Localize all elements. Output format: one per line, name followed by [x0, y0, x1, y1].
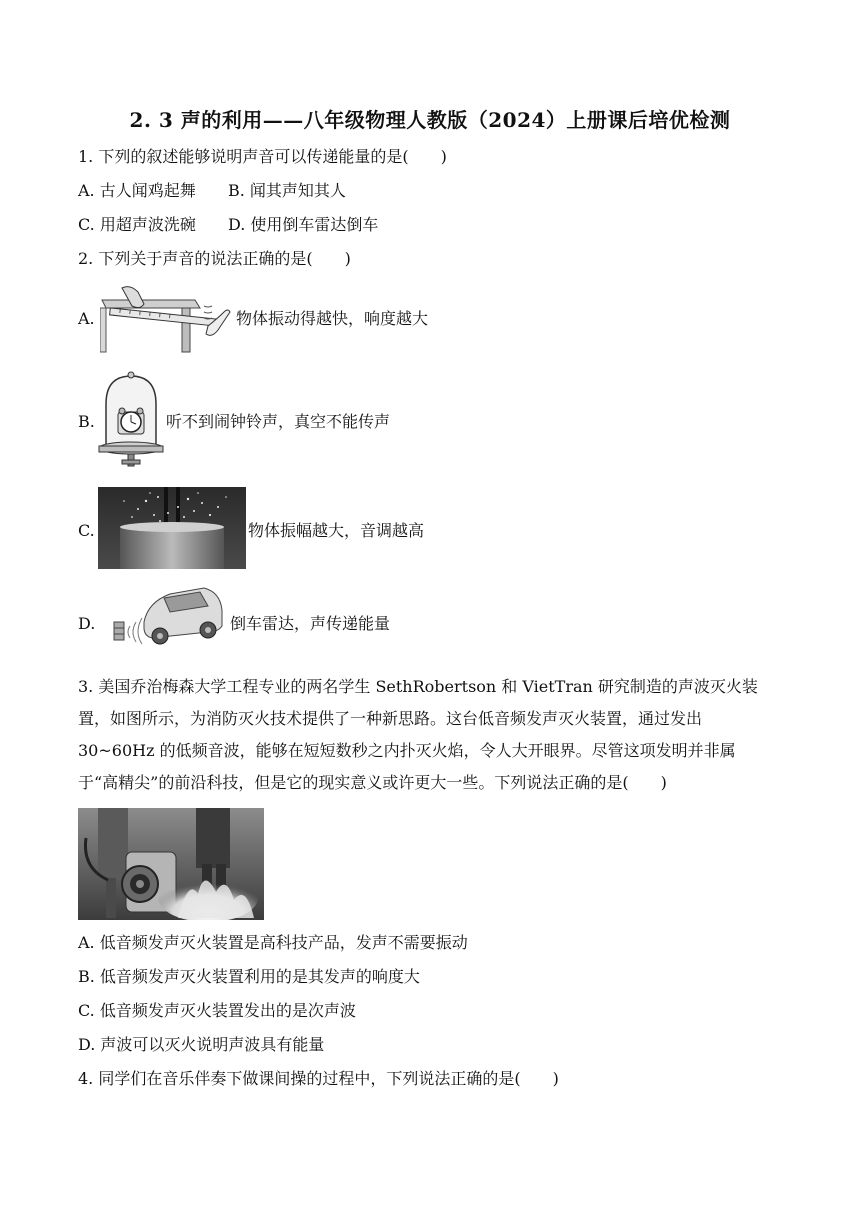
question-2-option-b-label: B.: [78, 412, 95, 431]
question-3-stem-line: 3. 美国乔治梅森大学工程专业的两名学生 SethRobertson 和 VietTran 研究制造的声波灭火装: [78, 677, 758, 696]
question-2-option-d-label: D.: [78, 614, 96, 633]
question-1-option-c: C. 用超声波洗碗: [78, 215, 196, 234]
question-2-option-d-text: 倒车雷达，声传递能量: [230, 614, 391, 633]
question-1-option-d: D. 使用倒车雷达倒车: [228, 215, 379, 234]
page-title: 2. 3 声的利用——八年级物理人教版（2024）上册课后培优检测: [129, 108, 731, 132]
question-3-stem-line: 30~60Hz 的低频音波，能够在短短数秒之内扑灭火焰，令人大开眼界。尽管这项发明并非属: [78, 741, 736, 760]
question-2-option-c-label: C.: [78, 521, 95, 540]
ruler-on-table-image: [100, 282, 232, 354]
sound-fire-extinguisher-photo: [78, 808, 264, 920]
question-1-stem: 1. 下列的叙述能够说明声音可以传递能量的是( ): [78, 147, 447, 166]
question-3-option-b: B. 低音频发声灭火装置利用的是其发声的响度大: [78, 967, 420, 986]
bell-jar-alarm-clock-image: [98, 370, 164, 470]
question-3-option-d: D. 声波可以灭火说明声波具有能量: [78, 1035, 325, 1054]
question-2-option-a-text: 物体振动得越快，响度越大: [236, 309, 429, 328]
question-1-option-b: B. 闻其声知其人: [228, 181, 346, 200]
question-1-option-a: A. 古人闻鸡起舞: [78, 181, 196, 200]
car-reversing-radar-image: [108, 582, 226, 646]
question-2-option-a-label: A.: [78, 309, 95, 328]
question-4-stem: 4. 同学们在音乐伴奏下做课间操的过程中，下列说法正确的是( ): [78, 1069, 559, 1088]
question-2-stem: 2. 下列关于声音的说法正确的是( ): [78, 249, 351, 268]
question-3-option-a: A. 低音频发声灭火装置是高科技产品，发声不需要振动: [78, 933, 468, 952]
question-3-option-c: C. 低音频发声灭火装置发出的是次声波: [78, 1001, 356, 1020]
question-2-option-c-text: 物体振幅越大，音调越高: [248, 521, 425, 540]
question-3-stem-line: 置，如图所示，为消防灭火技术提供了一种新思路。这台低音频发声灭火装置，通过发出: [78, 709, 703, 728]
question-3-stem: [78, 671, 778, 799]
tuning-fork-water-splash-image: [98, 487, 246, 569]
question-2-option-b-text: 听不到闹钟铃声，真空不能传声: [166, 412, 391, 431]
question-3-stem-line: 于“高精尖”的前沿科技，但是它的现实意义或许更大一些。下列说法正确的是( ): [78, 773, 667, 792]
